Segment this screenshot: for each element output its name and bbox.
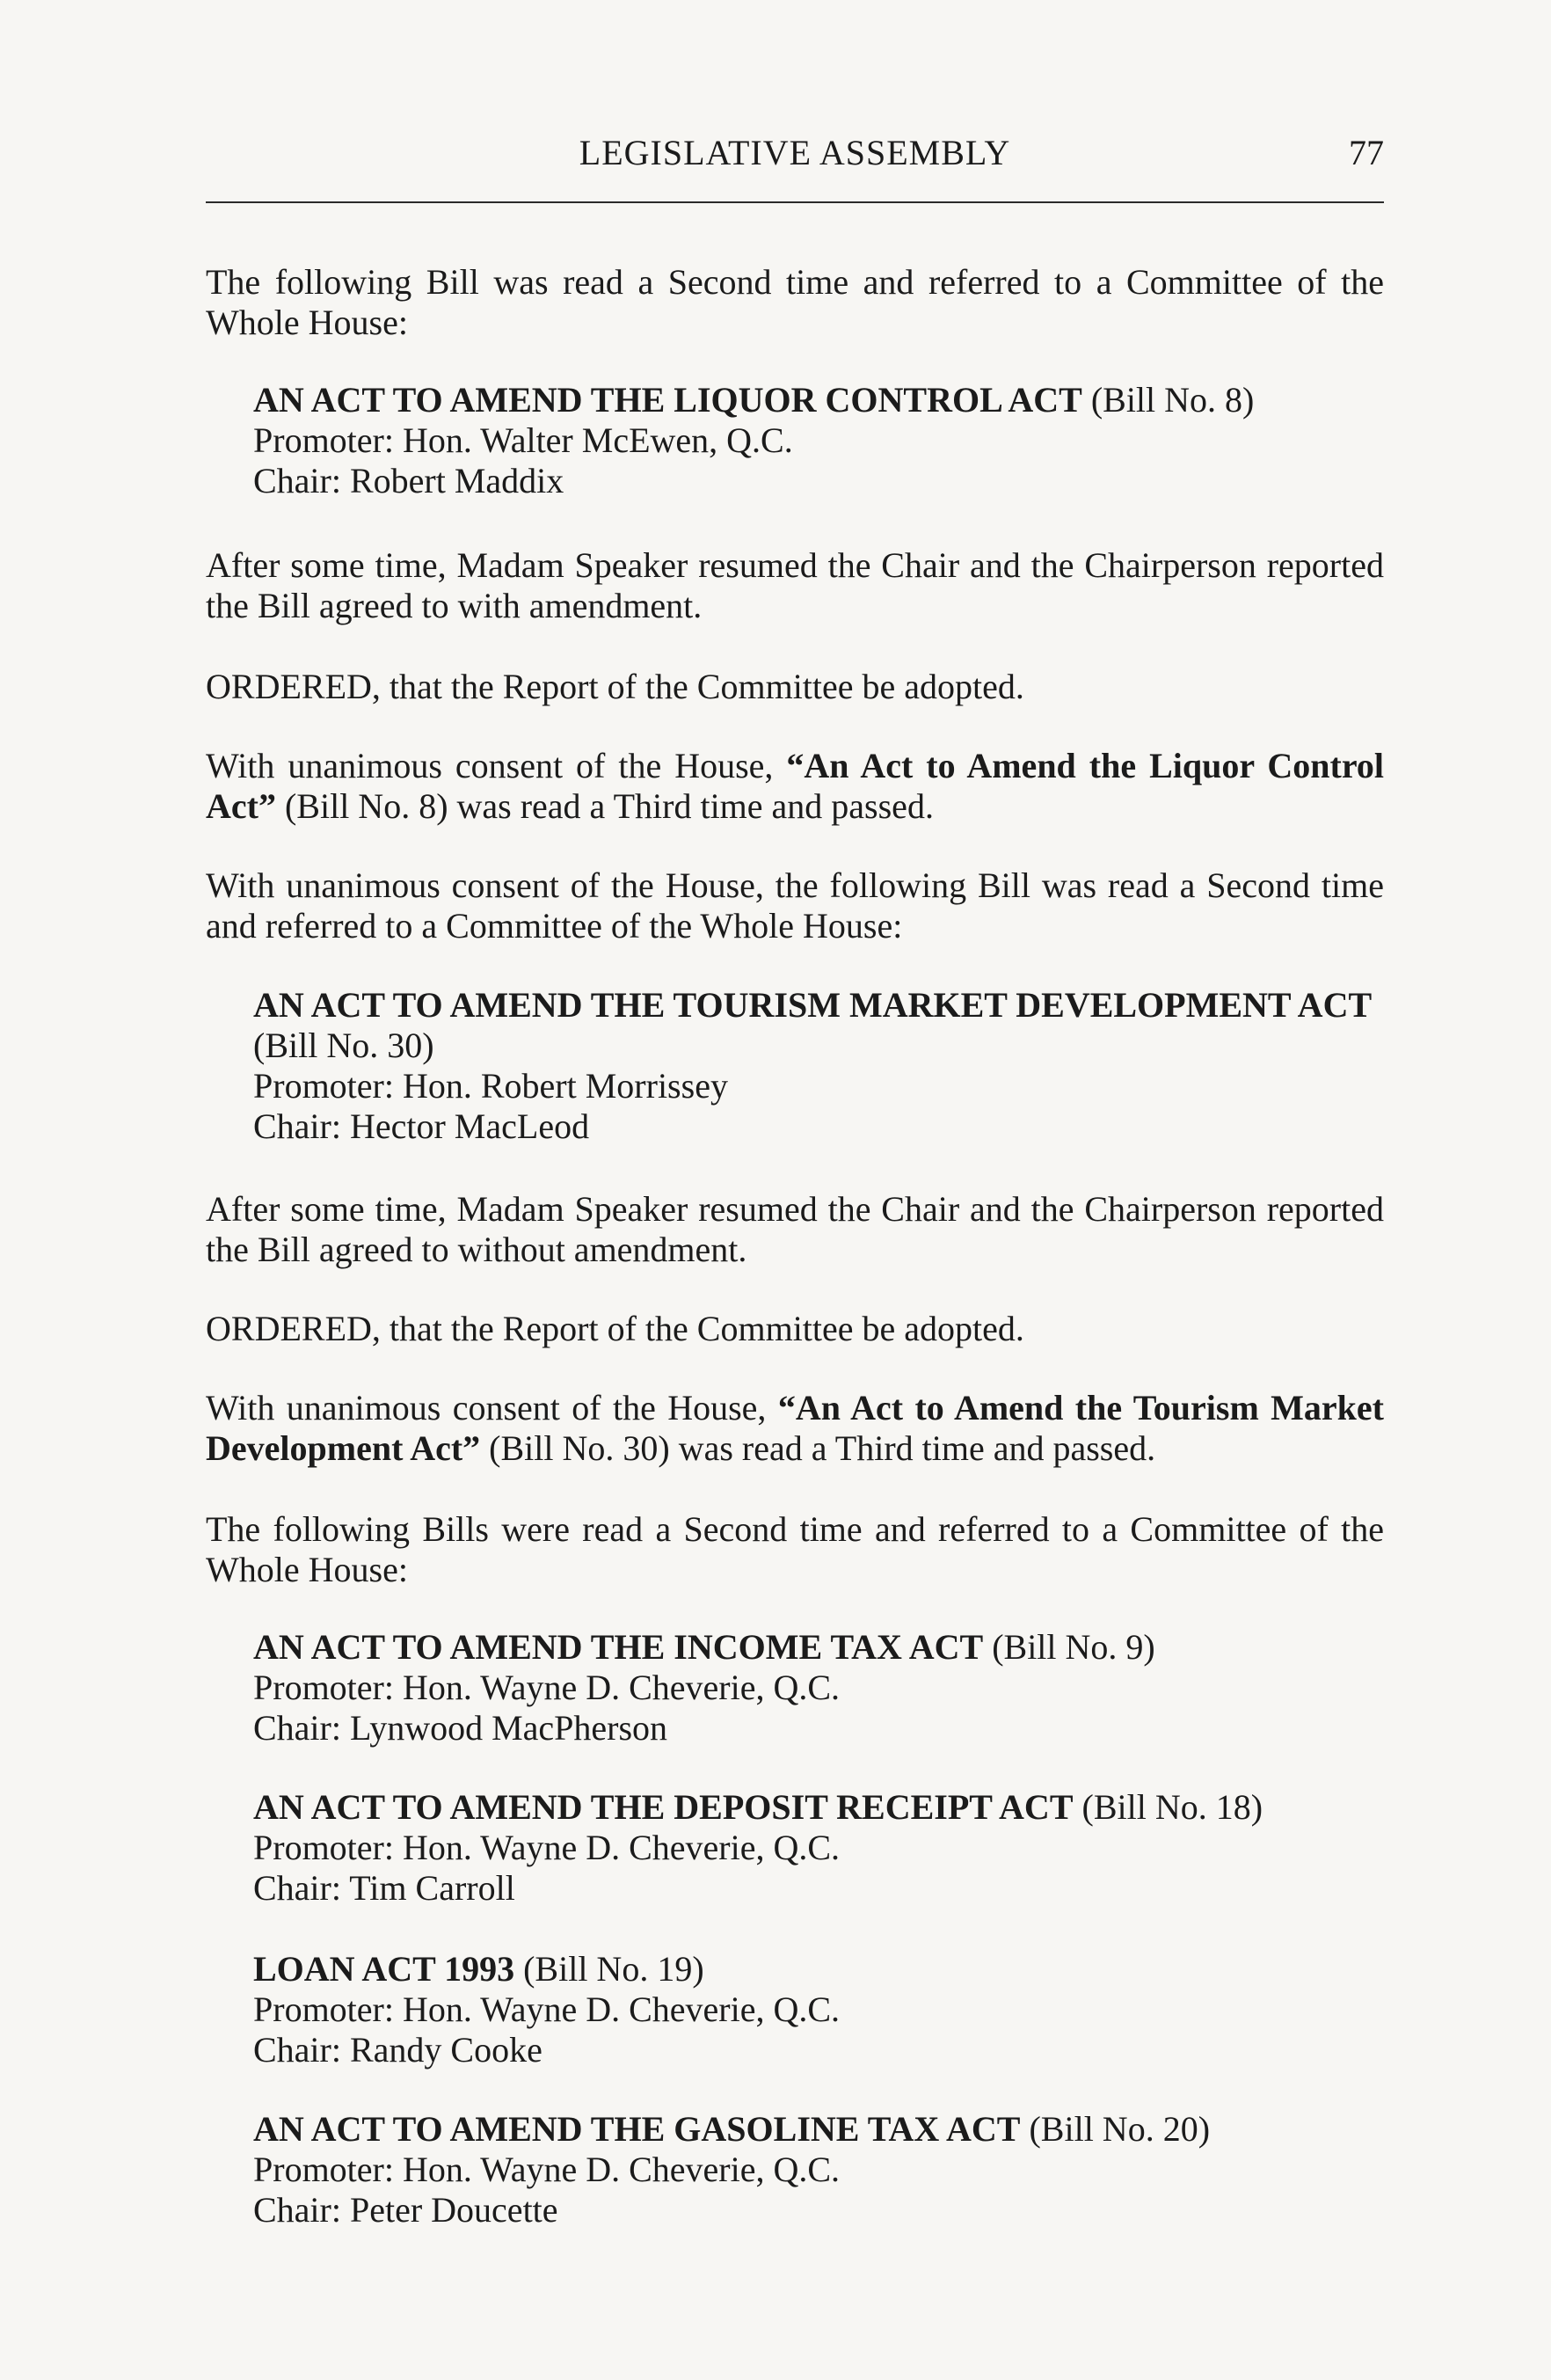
bill-number: (Bill No. 9) — [992, 1627, 1155, 1667]
bill-promoter: Promoter: Hon. Robert Morrissey — [253, 1066, 728, 1106]
paragraph-third-reading-2 — [206, 1388, 1384, 1469]
bill-chair: Chair: Tim Carroll — [253, 1868, 515, 1908]
bill-title: AN ACT TO AMEND THE INCOME TAX ACT — [253, 1627, 984, 1667]
bill-heading — [253, 1949, 1396, 1989]
bill-entry — [253, 985, 1396, 1147]
bill-heading — [253, 2109, 1396, 2150]
paragraph-text: With unanimous consent of the House, — [206, 746, 787, 785]
bill-promoter: Promoter: Hon. Walter McEwen, Q.C. — [253, 420, 793, 460]
bill-chair: Chair: Peter Doucette — [253, 2190, 558, 2230]
bill-title: LOAN ACT 1993 — [253, 1949, 515, 1989]
bill-heading — [253, 1787, 1396, 1828]
bill-title: AN ACT TO AMEND THE LIQUOR CONTROL ACT — [253, 380, 1082, 420]
bill-number: (Bill No. 30) — [253, 1026, 434, 1065]
running-head: LEGISLATIVE ASSEMBLY — [579, 133, 1011, 172]
act-title: “An Act to Amend the Tourism Market Development Act” — [206, 1388, 1384, 1468]
bill-title: AN ACT TO AMEND THE GASOLINE TAX ACT — [253, 2109, 1021, 2149]
paragraph-ordered-2: ORDERED, that the Report of the Committee be adopted. — [206, 1309, 1024, 1348]
bill-promoter: Promoter: Hon. Wayne D. Cheverie, Q.C. — [253, 1989, 841, 2029]
bill-number: (Bill No. 8) — [1090, 380, 1255, 420]
paragraph-text: (Bill No. 8) was read a Third time and passed. — [275, 786, 934, 826]
paragraph-text: (Bill No. 30) was read a Third time and passed. — [480, 1428, 1156, 1468]
bill-entry — [253, 1787, 1396, 1909]
paragraph-third-reading-1 — [206, 746, 1384, 827]
bill-promoter: Promoter: Hon. Wayne D. Cheverie, Q.C. — [253, 1668, 841, 1707]
bill-entry — [253, 1627, 1396, 1748]
bill-heading — [253, 380, 1396, 420]
bill-chair: Chair: Lynwood MacPherson — [253, 1708, 668, 1748]
paragraph-second-reading-3: The following Bills were read a Second time and referred to a Committee of the Whole House: — [206, 1509, 1384, 1589]
bill-number: (Bill No. 19) — [523, 1949, 704, 1989]
paragraph-speaker-report-2: After some time, Madam Speaker resumed the Chair and the Chairperson reported the Bill agreed to without amendment. — [206, 1189, 1384, 1269]
bill-entry — [253, 380, 1396, 501]
bill-entry — [253, 2109, 1396, 2230]
page-header — [206, 132, 1384, 185]
header-rule — [206, 201, 1384, 203]
paragraph-second-reading-2: With unanimous consent of the House, the following Bill was read a Second time and referred to a Committee of the Whole House: — [206, 865, 1384, 945]
bill-title: AN ACT TO AMEND THE DEPOSIT RECEIPT ACT — [253, 1787, 1074, 1827]
paragraph-ordered-1: ORDERED, that the Report of the Committee be adopted. — [206, 667, 1024, 706]
page-number: 77 — [1349, 133, 1384, 172]
bill-promoter: Promoter: Hon. Wayne D. Cheverie, Q.C. — [253, 2150, 841, 2189]
bill-number: (Bill No. 20) — [1029, 2109, 1211, 2149]
bill-title: AN ACT TO AMEND THE TOURISM MARKET DEVELOPMENT ACT — [253, 985, 1373, 1025]
paragraph-second-reading-1: The following Bill was read a Second time and referred to a Committee of the Whole House: — [206, 262, 1384, 342]
bill-chair: Chair: Hector MacLeod — [253, 1106, 590, 1146]
bill-heading — [253, 1627, 1396, 1668]
bill-chair: Chair: Randy Cooke — [253, 2030, 542, 2070]
paragraph-text: With unanimous consent of the House, — [206, 1388, 778, 1427]
bill-heading — [253, 985, 1396, 1066]
bill-entry — [253, 1949, 1396, 2070]
bill-chair: Chair: Robert Maddix — [253, 461, 564, 500]
bill-number: (Bill No. 18) — [1081, 1787, 1263, 1827]
bill-promoter: Promoter: Hon. Wayne D. Cheverie, Q.C. — [253, 1828, 841, 1867]
act-title: “An Act to Amend the Liquor Control Act” — [206, 746, 1384, 826]
paragraph-speaker-report-1: After some time, Madam Speaker resumed the Chair and the Chairperson reported the Bill agreed to with amendment. — [206, 545, 1384, 625]
